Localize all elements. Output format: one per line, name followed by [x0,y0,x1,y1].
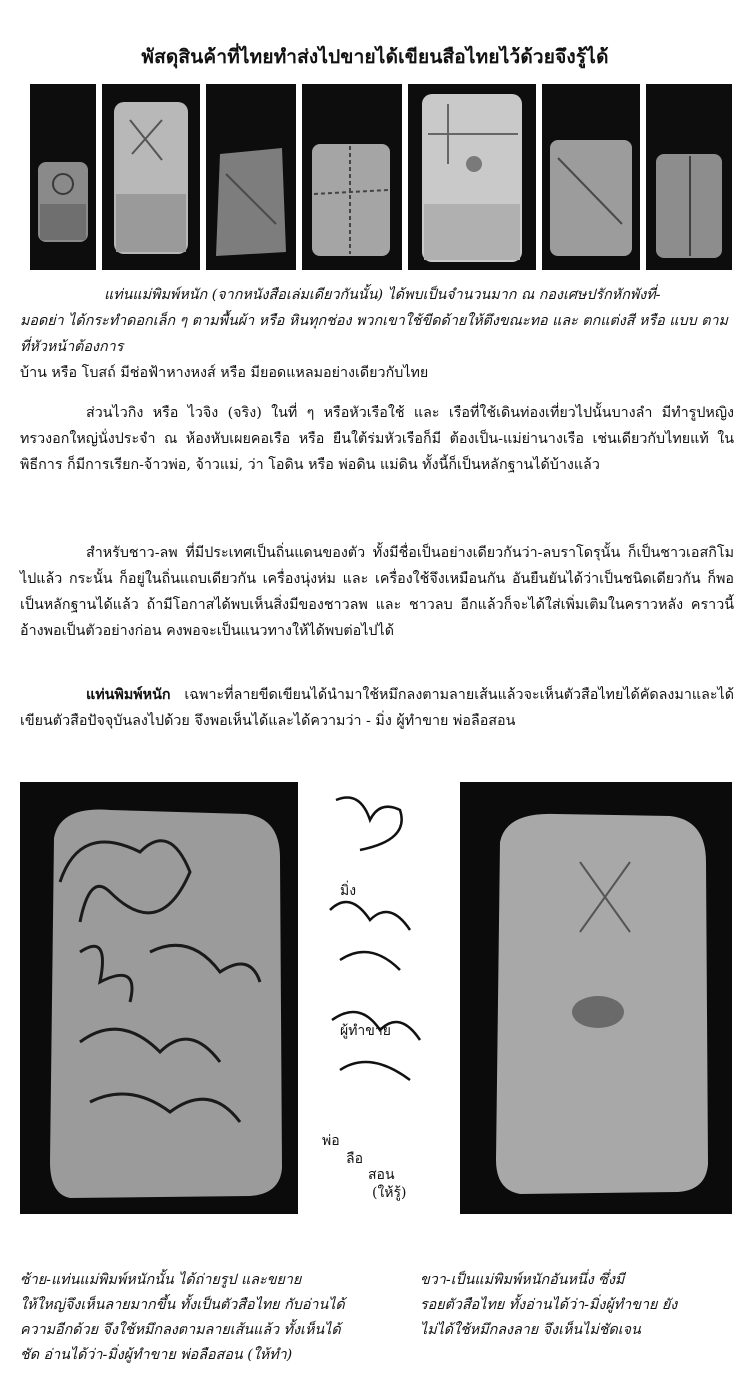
paragraph-vikings: ส่วนไวกิง หรือ ไวจิง (จริง) ในที่ ๆ หรือหัวเรือใช้ และ เรือที่ใช้เดินท่องเที่ยวไปนั้นบางลำ มีทำรูปหญิงทรวงอกใหญ่นั่งประจำ ณ ห้องหับเผยคอเรือ หรือ ยืนใต้ร่มหัวเรือก็มี ต้องเป็น-แม่ย่านางเรือ เช่นเดียวกับไทยแท้ ในพิธีการ ก็มีการเรียก-จ้าวพ่อ, จ้าวแม่, ว่า โอดิน หรือ พ่อดิน แม่ดิน ทั้งนี้ก็เป็นหลักฐานได้บ้างแล้ว [20,405,734,473]
transcription-word-4: ลือ [346,1151,363,1167]
caption-left-line-4: ชัด อ่านได้ว่า-มิ่งผู้ทำขาย พ่อลือสอน (ให้ทำ) [20,1347,293,1363]
stone-weight-photo-6 [542,84,640,270]
caption-right-line-2: รอยตัวสือไทย ทั้งอ่านได้ว่า-มิ่งผู้ทำขาย ยัง [420,1297,678,1313]
caption-right-line-1: ขวา-เป็นแม่พิมพ์หนักอันหนึ่ง ซึ่งมี [420,1272,625,1288]
caption-line-2: มอดย่า ได้กระทำดอกเล็ก ๆ ตามพื้นผ้า หรือ หินทุกช่อง พวกเขาใช้ขีดด้ายให้ตึงขณะทอ และ ตกแต่งสี หรือ แบบ ตาม [20,313,728,329]
stone-weight-photo-4 [302,84,402,270]
stone-weights-photo-strip [30,84,732,270]
page-title: พัสดุสินค้าที่ไทยทำส่งไปขายได้เขียนสือไทยไว้ด้วยจึงรู้ได้ [141,46,609,68]
paragraph-lapp: สำหรับชาว-ลพ ที่มีประเทศเป็นถิ่นแดนของตัว ทั้งมีชื่อเป็นอย่างเดียวกันว่า-ลบราโดรุนั้น ก็เป็นชาวเอสกิโมไปแล้ว กระนั้น ก็อยู่ในถิ่นแถบเดียวกัน เครื่องนุ่งห่ม และ เครื่องใช้จึงเหมือนกัน อันยืนยันได้ว่าเป็นชนิดเดียวกัน ก็พอเป็นหลักฐานได้แล้ว ถ้ามีโอกาสได้พบเห็นสิ่งมีของชาวลพ และ ชาวลบ อีกแล้วก็จะได้ใส่เพิ่มเติมในคราวหลัง คราวนี้อ้างพอเป็นตัวอย่างก่อน คงพอจะเป็นแนวทางให้ได้พบต่อไปได้ [20,545,734,639]
transcription-word-1: มิ่ง [340,883,357,899]
caption-line-3: ที่หัวหน้าต้องการ [20,339,124,355]
paragraph-printing-block [20,682,734,734]
caption-line-1: แท่นแม่พิมพ์หนัก (จากหนังสือเล่มเดียวกันนั้น) ได้พบเป็นจำนวนมาก ณ กองเศษปรักหักพังที่- [104,287,661,303]
transcription-word-3: พ่อ [322,1133,340,1149]
caption-left-line-2: ให้ใหญ่จึงเห็นลายมากขึ้น ทั้งเป็นตัวสือไทย กับอ่านได้ [20,1297,345,1313]
stone-weight-photo-5 [408,84,536,270]
transcription-word-2: ผู้ทำขาย [340,1023,391,1039]
transcription-word-5: สอน [368,1167,395,1183]
caption-line-4: บ้าน หรือ โบสถ์ มีช่อฟ้าหางหงส์ หรือ มียอดแหลมอย่างเดียวกับไทย [20,365,429,381]
printing-block-text: เฉพาะที่ลายขีดเขียนได้นำมาใช้หมึกลงตามลายเส้นแล้วจะเห็นตัวสือไทยได้คัดลงมาและได้เขียนตัวสือปัจจุบันลงไปด้วย จึงพอเห็นได้และได้ความว่า - มิ่ง ผู้ทำขาย พ่อลือสอน [20,687,734,729]
printing-block-lead: แท่นพิมพ์หนัก [86,687,171,703]
caption-right-line-3: ไม่ได้ใช้หมึกลงลาย จึงเห็นไม่ชัดเจน [420,1322,641,1338]
transcription-word-6: (ให้รู้) [372,1185,407,1201]
stone-weight-photo-2 [102,84,200,270]
stone-weight-photo-3 [206,84,296,270]
stone-weight-photo-1 [30,84,96,270]
caption-left-line-1: ซ้าย-แท่นแม่พิมพ์หนักนั้น ได้ถ่ายรูป และขยาย [20,1272,302,1288]
stone-photo-right [460,782,732,1214]
inked-stone-photo-left [20,782,298,1214]
stone-weight-photo-7 [646,84,732,270]
caption-left-line-3: ความอีกด้วย จึงใช้หมึกลงตามลายเส้นแล้ว ทั้งเห็นได้ [20,1322,341,1338]
